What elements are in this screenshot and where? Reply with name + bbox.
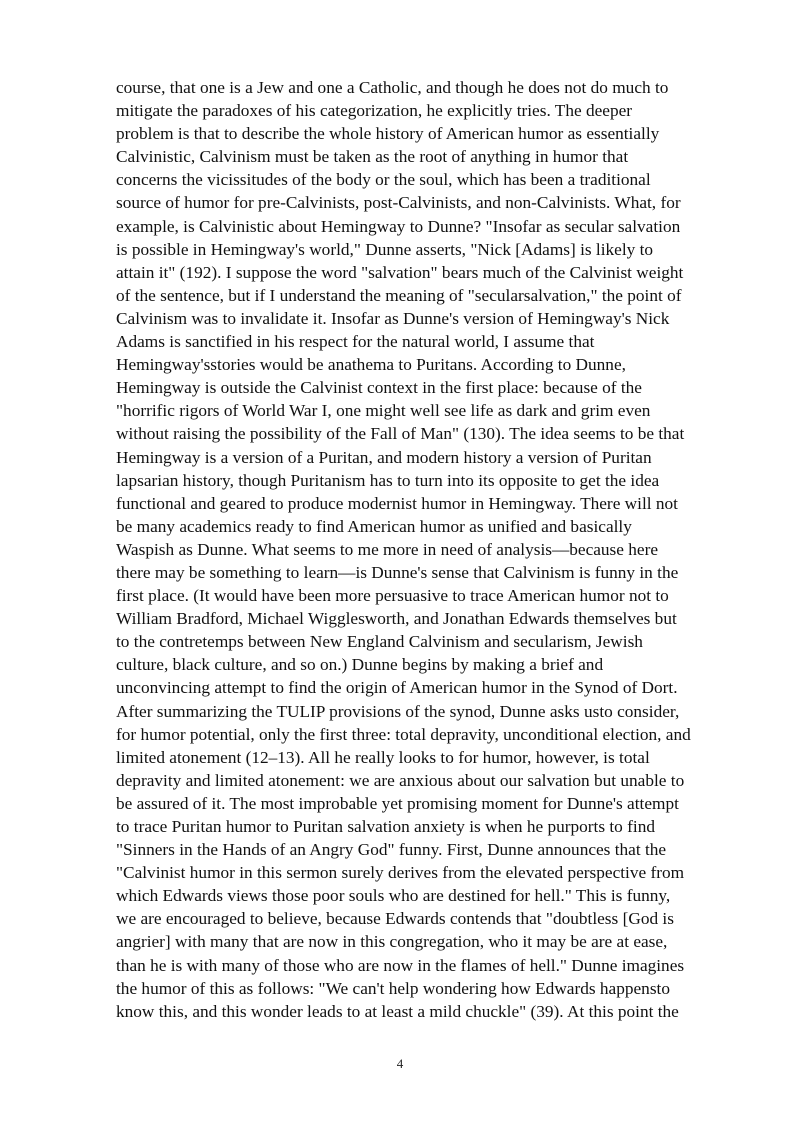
body-paragraph <box>116 76 716 1023</box>
text-line: the humor of this as follows: "We can't help wondering how Edwards happensto <box>116 978 670 998</box>
text-line: Hemingway'sstories would be anathema to Puritans. According to Dunne, <box>116 355 626 375</box>
text-line: know this, and this wonder leads to at least a mild chuckle" (39). At this point the <box>116 1001 679 1021</box>
text-line: be assured of it. The most improbable yet promising moment for Dunne's attempt <box>116 793 679 813</box>
text-line: "Calvinist humor in this sermon surely derives from the elevated perspective from <box>116 863 685 883</box>
text-line: functional and geared to produce modernist humor in Hemingway. There will not <box>116 493 678 513</box>
text-line: problem is that to describe the whole history of American humor as essentially <box>116 124 660 144</box>
text-line: of the sentence, but if I understand the meaning of "secularsalvation," the point of <box>116 285 682 305</box>
text-line: attain it" (192). I suppose the word "salvation" bears much of the Calvinist weight <box>116 262 684 282</box>
text-line: William Bradford, Michael Wigglesworth, and Jonathan Edwards themselves but <box>116 609 677 629</box>
text-line: to the contretemps between New England Calvinism and secularism, Jewish <box>116 632 643 652</box>
text-line: angrier] with many that are now in this congregation, who it may be are at ease, <box>116 932 668 952</box>
text-line: example, is Calvinistic about Hemingway to Dunne? "Insofar as secular salvation <box>116 216 681 236</box>
text-line: Calvinistic, Calvinism must be taken as the root of anything in humor that <box>116 147 629 167</box>
text-line: first place. (It would have been more persuasive to trace American humor not to <box>116 586 669 606</box>
text-line: source of humor for pre-Calvinists, post-Calvinists, and non-Calvinists. What, for <box>116 193 681 213</box>
text-line: lapsarian history, though Puritanism has to turn into its opposite to get the idea <box>116 470 660 490</box>
text-line: Adams is sanctified in his respect for the natural world, I assume that <box>116 332 595 352</box>
text-line: unconvincing attempt to find the origin of American humor in the Synod of Dort. <box>116 678 678 698</box>
text-line: be many academics ready to find American humor as unified and basically <box>116 516 632 536</box>
page-number: 4 <box>396 1056 404 1071</box>
text-line: "horrific rigors of World War I, one might well see life as dark and grim even <box>116 401 651 421</box>
text-line: than he is with many of those who are now in the flames of hell." Dunne imagines <box>116 955 685 975</box>
text-line: course, that one is a Jew and one a Catholic, and though he does not do much to <box>116 78 669 97</box>
text-line: is possible in Hemingway's world," Dunne asserts, "Nick [Adams] is likely to <box>116 239 654 259</box>
text-line: without raising the possibility of the Fall of Man" (130). The idea seems to be that <box>116 424 685 444</box>
text-line: there may be something to learn—is Dunne's sense that Calvinism is funny in the <box>116 562 679 582</box>
text-line: After summarizing the TULIP provisions of the synod, Dunne asks usto consider, <box>116 701 680 721</box>
text-line: concerns the vicissitudes of the body or the soul, which has been a traditional <box>116 170 651 190</box>
text-line: to trace Puritan humor to Puritan salvation anxiety is when he purports to find <box>116 817 655 836</box>
text-line: limited atonement (12–13). All he really looks to for humor, however, is total <box>116 747 650 767</box>
text-line: Hemingway is a version of a Puritan, and modern history a version of Puritan <box>116 447 652 467</box>
text-line: "Sinners in the Hands of an Angry God" funny. First, Dunne announces that the <box>116 840 667 860</box>
text-line: mitigate the paradoxes of his categorization, he explicitly tries. The deeper <box>116 101 633 121</box>
text-line: Waspish as Dunne. What seems to me more in need of analysis—because here <box>116 539 659 559</box>
text-line: Hemingway is outside the Calvinist context in the first place: because of the <box>116 378 642 398</box>
text-line: depravity and limited atonement: we are anxious about our salvation but unable to <box>116 770 685 790</box>
text-line: which Edwards views those poor souls who are destined for hell." This is funny, <box>116 886 671 906</box>
text-line: we are encouraged to believe, because Edwards contends that "doubtless [God is <box>116 909 674 929</box>
text-line: for humor potential, only the first three: total depravity, unconditional election, and <box>116 724 691 744</box>
text-line: Calvinism was to invalidate it. Insofar as Dunne's version of Hemingway's Nick <box>116 308 670 328</box>
text-line: culture, black culture, and so on.) Dunne begins by making a brief and <box>116 655 604 675</box>
